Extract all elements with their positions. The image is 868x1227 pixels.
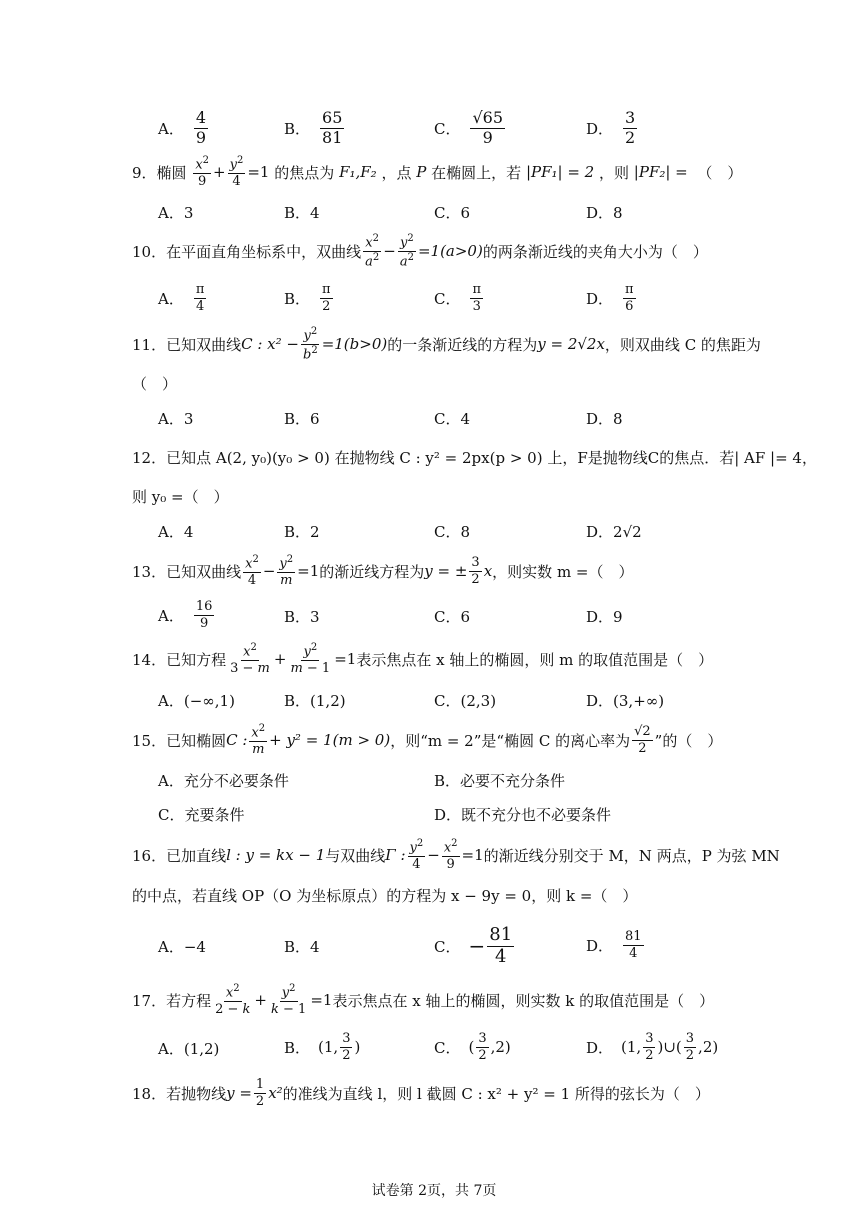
q17-option-b: B． (1, 3 2 ) [284, 1031, 361, 1063]
q11-option-d: D．8 [586, 410, 623, 428]
q18-stem: 18．若抛物线 y = $\frac{1}{2}$ x² 的准线为直线 l，则 l 截圆 C : x² + y² = 1 所得的弦长为（ ） [132, 1077, 710, 1109]
q16-option-c: C． − $\frac{81}{4}$ [434, 924, 513, 967]
q10-option-d: D． π 6 [586, 282, 634, 314]
q16-stem-line2: 的中点，若直线 OP（O 为坐标原点）的方程为 x − 9y = 0，则 k =（ ） [132, 887, 638, 905]
q17-option-c: C． ( 3 2 ,2) [434, 1031, 511, 1063]
q11-option-a: A．3 [158, 410, 194, 428]
q13-option-d: D．9 [586, 608, 623, 626]
q14-option-d: D．(3,+∞) [586, 692, 665, 710]
q15-option-a: A．充分不必要条件 [158, 772, 289, 790]
q9-option-c: C．6 [434, 204, 471, 222]
q10-option-a: A． π 4 [158, 282, 205, 314]
q15-option-b: B．必要不充分条件 [434, 772, 566, 790]
q14-option-c: C．(2,3) [434, 692, 497, 710]
q8-option-d: D． 3 2 [586, 108, 636, 147]
q12-option-b: B．2 [284, 523, 320, 541]
q13-option-c: C．6 [434, 608, 471, 626]
q15-option-d: D．既不充分也不必要条件 [434, 806, 612, 824]
q12-option-d: D．2√2 [586, 523, 642, 541]
q10-stem: 10．在平面直角坐标系中，双曲线 $x^2$ $a^2$ − $\frac{y^2}{a^2}$ =1(a>0) 的两条渐近线的夹角大小为（ ） [132, 233, 708, 270]
q10-option-b: B． π 2 [284, 282, 331, 314]
q15-option-c: C．充要条件 [158, 806, 245, 824]
q16-option-b: B．4 [284, 938, 320, 956]
q9-option-b: B．4 [284, 204, 320, 222]
q9-stem: 9．椭圆 $x^2$ 9 + $\frac{y^2}{4}$ =1 的焦点为 F₁,F₂ ，点 P 在椭圆上，若 |PF₁| = 2 ，则 |PF₂| = （ ） [132, 155, 743, 189]
q16-option-a: A．−4 [158, 938, 206, 956]
q14-stem: 14．已知方程 $x^2$ 3 − m + $\frac{y^2}{m - 1}$ =1 表示焦点在 x 轴上的椭圆，则 m 的取值范围是（ ） [132, 642, 714, 676]
q17-option-a: A．(1,2) [158, 1040, 220, 1058]
q14-option-b: B．(1,2) [284, 692, 346, 710]
q11-stem: 11．已知双曲线 C : x² − $\frac{y^2}{b^2}$ =1(b>0) 的一条渐近线的方程为 y = 2√2x ，则双曲线 C 的焦距为 [132, 326, 761, 363]
q11-option-b: B．6 [284, 410, 320, 428]
q12-option-c: C．8 [434, 523, 471, 541]
q17-stem: 17．若方程 $x^2$ 2 − k + $\frac{y^2}{k - 1}$ =1 表示焦点在 x 轴上的椭圆，则实数 k 的取值范围是（ ） [132, 983, 715, 1017]
q8-option-c: C． √65 9 [434, 108, 504, 147]
q12-stem-line2: 则 y₀ =（ ） [132, 488, 229, 506]
q13-option-b: B．3 [284, 608, 320, 626]
q16-option-d: D． 81 4 [586, 929, 642, 961]
q11-bracket: （ ） [132, 375, 178, 393]
q9-option-a: A．3 [158, 204, 194, 222]
q10-option-c: C． π 3 [434, 282, 482, 314]
q16-stem: 16．已加直线 l : y = kx − 1 与双曲线 Γ : $y^2$ 4 − $\frac{x^2}{9}$ =1 的渐近线分别交于 M，N 两点，P 为弦 MN [132, 838, 780, 872]
q8-option-b: B． 65 81 [284, 108, 343, 147]
q14-option-a: A．(−∞,1) [158, 692, 235, 710]
page-footer: 试卷第 2页，共 7页 [371, 1183, 497, 1199]
q17-option-d: D． (1, 3 2 )∪( 3 2 ,2) [586, 1031, 719, 1063]
q11-option-c: C．4 [434, 410, 471, 428]
q12-option-a: A．4 [158, 523, 194, 541]
q12-stem-line1: 12．已知点 A(2, y₀)(y₀ > 0) 在抛物线 C : y² = 2px(p > 0) 上，F是抛物线C的焦点．若| AF |= 4， [132, 449, 817, 467]
q13-stem: 13．已知双曲线 $x^2$ 4 − $\frac{y^2}{m}$ =1 的渐近线方程为 y = ± $\frac{3}{2}$ x ，则实数 m =（ ） [132, 554, 634, 588]
q8-option-a: A． 4 9 [158, 108, 207, 147]
q13-option-a: A． 16 9 [158, 599, 213, 631]
q15-stem: 15．已知椭圆 C : $x^2$ m + y² = 1(m > 0) ，则“m = 2”是“椭圆 C 的离心率为 √2 2 ”的（ ） [132, 723, 723, 757]
q9-option-d: D．8 [586, 204, 623, 222]
